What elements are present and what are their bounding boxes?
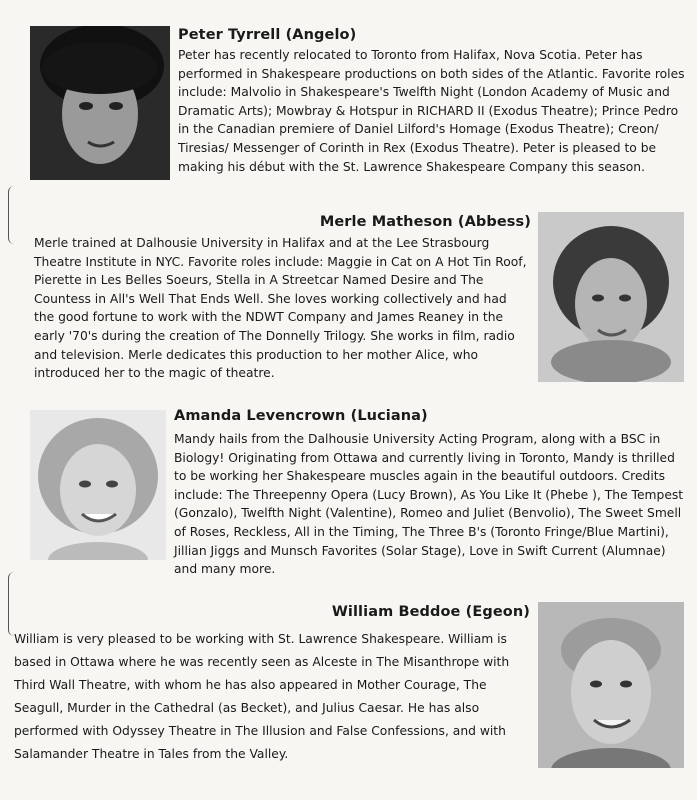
actor-name: Peter Tyrrell (Angelo) bbox=[178, 27, 357, 43]
actor-name: William Beddoe (Egeon) bbox=[331, 604, 530, 620]
actor-bio: Peter has recently relocated to Toronto from Halifax, Nova Scotia. Peter has performed in Shakespeare productions on both sides of the Atlantic. Favorite roles include: Malvolio in Shakespeare's Twelfth Night (London Academy of Music and Dramatic Arts); Mowbray & Hotspur in RICHARD II (Exodus Theatre); Prince Pedro in the Canadian premiere of Daniel Lilford's Homage (Exodus Theatre); Creon/ Tiresias/ Messenger of Corinth in Rex (Exodus Theatre). Peter is pleased to be making his début with the St. Lawrence Shakespeare Company this season. bbox=[178, 48, 685, 174]
headshot-peter-tyrrell bbox=[30, 26, 170, 180]
margin-bracket bbox=[8, 572, 14, 636]
portrait-icon bbox=[538, 212, 684, 382]
headshot-merle-matheson bbox=[538, 212, 684, 382]
actor-name: Merle Matheson (Abbess) bbox=[319, 214, 531, 230]
portrait-icon bbox=[30, 410, 166, 560]
headshot-william-beddoe bbox=[538, 602, 684, 768]
headshot-amanda-levencrown bbox=[30, 410, 166, 560]
portrait-icon bbox=[538, 602, 684, 768]
actor-bio: William is very pleased to be working with St. Lawrence Shakespeare. William is based in Ottawa where he was recently seen as Alceste in The Misanthrope with Third Wall Theatre, with whom he has also appeared in Mother Courage, The Seagull, Murder in the Cathedral (as Becket), and Julius Caesar. He has also performed with Odyssey Theatre in The Illusion and False Confessions, and with Salamander Theatre in Tales from the Valley. bbox=[14, 632, 510, 761]
actor-bio: Merle trained at Dalhousie University in Halifax and at the Lee Strasbourg Theatre Institute in NYC. Favorite roles include: Maggie in Cat on A Hot Tin Roof, Pierette in Les Belles Soeurs, Stella in A Streetcar Named Desire and The Countess in All's Well That Ends Well. She loves working collectively and had the good fortune to work with the NDWT Company and James Reaney in the early '70's during the creation of The Donnelly Trilogy. She works in film, radio and television. Merle dedicates this production to her mother Alice, who introduced her to the magic of theatre. bbox=[34, 236, 527, 381]
actor-name: Amanda Levencrown (Luciana) bbox=[174, 408, 428, 424]
margin-bracket bbox=[8, 186, 14, 244]
portrait-icon bbox=[30, 26, 170, 180]
actor-bio: Mandy hails from the Dalhousie University Acting Program, along with a BSC in Biology! Originating from Ottawa and currently living in Toronto, Mandy is thrilled to be working her Shakespeare muscles again in the beautiful outdoors. Credits include: The Threepenny Opera (Lucy Brown), As You Like It (Phebe ), The Tempest (Gonzalo), Twelfth Night (Valentine), Romeo and Juliet (Benvolio), The Sweet Smell of Roses, Reckless, All in the Timing, The Three B's (Toronto Fringe/Blue Martini), Jillian Jiggs and Munsch Favorites (Solar Stage), Love in Swift Current (Alumnae) and many more. bbox=[174, 432, 684, 577]
